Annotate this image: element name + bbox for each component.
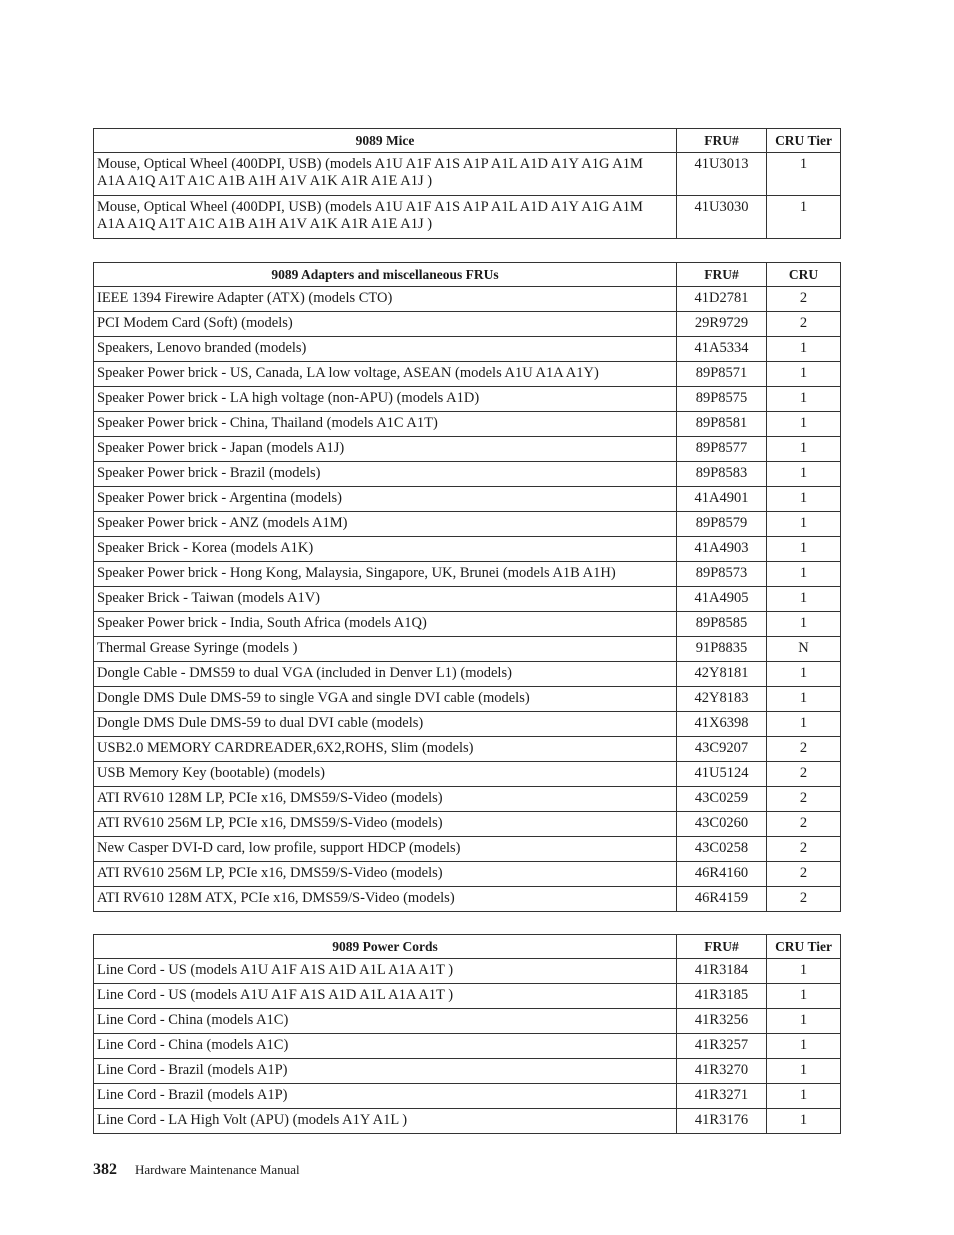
cru-tier: 1: [767, 1084, 841, 1109]
cru-tier: 2: [767, 737, 841, 762]
table-header-row: [94, 129, 841, 153]
cru-tier: 1: [767, 512, 841, 537]
cru-tier: 1: [767, 1034, 841, 1059]
item-description: Line Cord - US (models A1U A1F A1S A1D A1L A1A A1T ): [94, 959, 677, 984]
cru-tier: 1: [767, 1109, 841, 1134]
item-description: Speaker Power brick - Hong Kong, Malaysia, Singapore, UK, Brunei (models A1B A1H): [94, 562, 677, 587]
table-row: [94, 462, 841, 487]
fru-number: 29R9729: [677, 312, 767, 337]
cru-tier: 2: [767, 812, 841, 837]
cru-tier: 2: [767, 837, 841, 862]
table-row: [94, 362, 841, 387]
fru-number: 41R3270: [677, 1059, 767, 1084]
fru-number: 89P8571: [677, 362, 767, 387]
cru-tier: 1: [767, 712, 841, 737]
fru-number: 41R3257: [677, 1034, 767, 1059]
fru-number: 41U5124: [677, 762, 767, 787]
cru-tier: 1: [767, 412, 841, 437]
item-description: Line Cord - China (models A1C): [94, 1034, 677, 1059]
fru-number: 41A4901: [677, 487, 767, 512]
column-header-fru: FRU#: [677, 129, 767, 153]
table-row: [94, 637, 841, 662]
table-row: [94, 512, 841, 537]
item-description: PCI Modem Card (Soft) (models): [94, 312, 677, 337]
item-description: Speaker Power brick - US, Canada, LA low voltage, ASEAN (models A1U A1A A1Y): [94, 362, 677, 387]
cru-tier: 1: [767, 537, 841, 562]
table-row: [94, 387, 841, 412]
item-description: New Casper DVI-D card, low profile, support HDCP (models): [94, 837, 677, 862]
table-row: [94, 787, 841, 812]
cru-tier: 1: [767, 1059, 841, 1084]
item-description: Thermal Grease Syringe (models ): [94, 637, 677, 662]
cru-tier: 2: [767, 787, 841, 812]
table-row: [94, 196, 841, 239]
item-description: Speaker Power brick - Argentina (models): [94, 487, 677, 512]
column-header-cru: CRU Tier: [767, 935, 841, 959]
table-row: [94, 153, 841, 196]
cru-tier: 1: [767, 587, 841, 612]
power-cords-table-body: [94, 959, 841, 1134]
column-header-cru: CRU Tier: [767, 129, 841, 153]
table-row: [94, 337, 841, 362]
power-cords-table: [93, 934, 841, 1134]
fru-number: 89P8573: [677, 562, 767, 587]
table-row: [94, 312, 841, 337]
cru-tier: 1: [767, 387, 841, 412]
fru-number: 42Y8183: [677, 687, 767, 712]
table-row: [94, 562, 841, 587]
table-row: [94, 412, 841, 437]
item-description: Dongle DMS Dule DMS-59 to dual DVI cable (models): [94, 712, 677, 737]
column-header-cru: CRU: [767, 263, 841, 287]
cru-tier: N: [767, 637, 841, 662]
table-row: [94, 287, 841, 312]
fru-number: 89P8585: [677, 612, 767, 637]
fru-number: 89P8583: [677, 462, 767, 487]
fru-number: 89P8581: [677, 412, 767, 437]
item-description: Speaker Power brick - ANZ (models A1M): [94, 512, 677, 537]
fru-number: 41A5334: [677, 337, 767, 362]
table-row: [94, 537, 841, 562]
table-row: [94, 887, 841, 912]
fru-number: 43C9207: [677, 737, 767, 762]
item-description: Mouse, Optical Wheel (400DPI, USB) (models A1U A1F A1S A1P A1L A1D A1Y A1G A1M A1A A1Q A1T A1C A1B A1H A1V A1K A1R A1E A1J ): [94, 196, 677, 239]
item-description: Speaker Power brick - China, Thailand (models A1C A1T): [94, 412, 677, 437]
fru-number: 41R3185: [677, 984, 767, 1009]
fru-number: 89P8577: [677, 437, 767, 462]
table-row: [94, 1059, 841, 1084]
item-description: ATI RV610 256M LP, PCIe x16, DMS59/S-Video (models): [94, 862, 677, 887]
page-footer: [93, 1161, 300, 1179]
manual-title: Hardware Maintenance Manual: [135, 1162, 300, 1177]
fru-number: 41R3256: [677, 1009, 767, 1034]
column-header-description: 9089 Mice: [94, 129, 677, 153]
item-description: ATI RV610 128M ATX, PCIe x16, DMS59/S-Video (models): [94, 887, 677, 912]
column-header-fru: FRU#: [677, 263, 767, 287]
fru-number: 46R4159: [677, 887, 767, 912]
cru-tier: 1: [767, 562, 841, 587]
page-number: 382: [93, 1161, 117, 1178]
table-row: [94, 612, 841, 637]
fru-number: 41A4905: [677, 587, 767, 612]
cru-tier: 1: [767, 959, 841, 984]
cru-tier: 1: [767, 662, 841, 687]
table-row: [94, 812, 841, 837]
cru-tier: 1: [767, 437, 841, 462]
item-description: Line Cord - China (models A1C): [94, 1009, 677, 1034]
fru-number: 41X6398: [677, 712, 767, 737]
fru-number: 42Y8181: [677, 662, 767, 687]
item-description: Speaker Power brick - Brazil (models): [94, 462, 677, 487]
fru-number: 41R3271: [677, 1084, 767, 1109]
adapters-table: [93, 262, 841, 912]
column-header-fru: FRU#: [677, 935, 767, 959]
table-row: [94, 1009, 841, 1034]
cru-tier: 1: [767, 612, 841, 637]
table-row: [94, 862, 841, 887]
table-row: [94, 487, 841, 512]
fru-number: 41D2781: [677, 287, 767, 312]
cru-tier: 2: [767, 287, 841, 312]
column-header-description: 9089 Adapters and miscellaneous FRUs: [94, 263, 677, 287]
fru-number: 43C0258: [677, 837, 767, 862]
item-description: Dongle DMS Dule DMS-59 to single VGA and single DVI cable (models): [94, 687, 677, 712]
fru-number: 41R3176: [677, 1109, 767, 1134]
cru-tier: 1: [767, 984, 841, 1009]
column-header-description: 9089 Power Cords: [94, 935, 677, 959]
fru-number: 43C0260: [677, 812, 767, 837]
table-row: [94, 687, 841, 712]
item-description: USB Memory Key (bootable) (models): [94, 762, 677, 787]
cru-tier: 2: [767, 762, 841, 787]
item-description: Speaker Brick - Korea (models A1K): [94, 537, 677, 562]
item-description: ATI RV610 256M LP, PCIe x16, DMS59/S-Video (models): [94, 812, 677, 837]
fru-number: 41U3030: [677, 196, 767, 239]
item-description: Speaker Power brick - India, South Africa (models A1Q): [94, 612, 677, 637]
mice-table: [93, 128, 841, 239]
item-description: Speakers, Lenovo branded (models): [94, 337, 677, 362]
table-row: [94, 1034, 841, 1059]
table-row: [94, 662, 841, 687]
table-row: [94, 984, 841, 1009]
cru-tier: 2: [767, 312, 841, 337]
item-description: Speaker Power brick - Japan (models A1J): [94, 437, 677, 462]
table-row: [94, 712, 841, 737]
table-header-row: [94, 935, 841, 959]
table-row: [94, 1084, 841, 1109]
item-description: Dongle Cable - DMS59 to dual VGA (included in Denver L1) (models): [94, 662, 677, 687]
table-row: [94, 837, 841, 862]
item-description: Line Cord - US (models A1U A1F A1S A1D A1L A1A A1T ): [94, 984, 677, 1009]
item-description: Line Cord - Brazil (models A1P): [94, 1084, 677, 1109]
table-row: [94, 587, 841, 612]
table-row: [94, 737, 841, 762]
item-description: USB2.0 MEMORY CARDREADER,6X2,ROHS, Slim (models): [94, 737, 677, 762]
table-row: [94, 959, 841, 984]
item-description: Line Cord - LA High Volt (APU) (models A1Y A1L ): [94, 1109, 677, 1134]
mice-table-body: [94, 153, 841, 239]
cru-tier: 1: [767, 153, 841, 196]
cru-tier: 1: [767, 687, 841, 712]
item-description: ATI RV610 128M LP, PCIe x16, DMS59/S-Video (models): [94, 787, 677, 812]
cru-tier: 1: [767, 487, 841, 512]
cru-tier: 1: [767, 362, 841, 387]
table-row: [94, 762, 841, 787]
item-description: IEEE 1394 Firewire Adapter (ATX) (models CTO): [94, 287, 677, 312]
cru-tier: 1: [767, 1009, 841, 1034]
fru-number: 46R4160: [677, 862, 767, 887]
cru-tier: 2: [767, 862, 841, 887]
table-row: [94, 437, 841, 462]
fru-number: 89P8579: [677, 512, 767, 537]
table-row: [94, 1109, 841, 1134]
fru-number: 41A4903: [677, 537, 767, 562]
cru-tier: 1: [767, 337, 841, 362]
cru-tier: 1: [767, 462, 841, 487]
fru-number: 89P8575: [677, 387, 767, 412]
fru-number: 43C0259: [677, 787, 767, 812]
adapters-table-body: [94, 287, 841, 912]
table-header-row: [94, 263, 841, 287]
item-description: Speaker Brick - Taiwan (models A1V): [94, 587, 677, 612]
cru-tier: 2: [767, 887, 841, 912]
fru-number: 91P8835: [677, 637, 767, 662]
item-description: Speaker Power brick - LA high voltage (non-APU) (models A1D): [94, 387, 677, 412]
item-description: Mouse, Optical Wheel (400DPI, USB) (models A1U A1F A1S A1P A1L A1D A1Y A1G A1M A1A A1Q A1T A1C A1B A1H A1V A1K A1R A1E A1J ): [94, 153, 677, 196]
fru-number: 41U3013: [677, 153, 767, 196]
cru-tier: 1: [767, 196, 841, 239]
item-description: Line Cord - Brazil (models A1P): [94, 1059, 677, 1084]
fru-number: 41R3184: [677, 959, 767, 984]
